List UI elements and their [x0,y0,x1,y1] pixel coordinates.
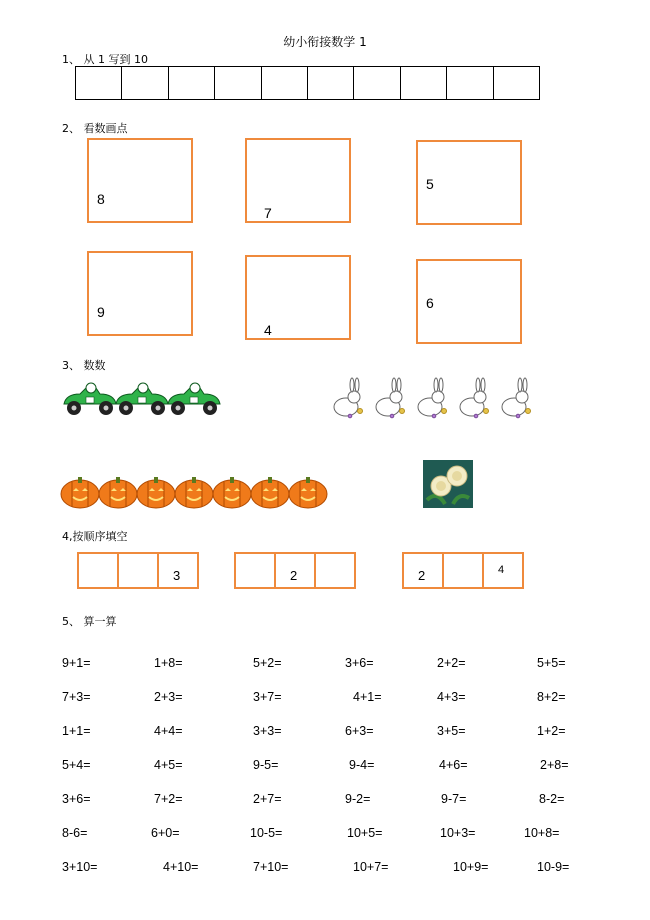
cars-group [62,382,222,420]
dot-box-number: 7 [264,205,272,221]
section-2-heading: 2、 看数画点 [62,122,128,135]
pumpkin-icon [60,474,332,510]
equation: 5+2= [253,656,282,670]
equation: 2+2= [437,656,466,670]
grid-cell[interactable] [76,67,122,99]
equation: 4+4= [154,724,183,738]
sequence-value: 3 [173,568,181,583]
equation: 1+2= [537,724,566,738]
equation: 2+8= [540,758,569,772]
equation: 1+1= [62,724,91,738]
equation: 10-5= [250,826,283,840]
equation: 9-2= [345,792,371,806]
dot-box-number: 8 [97,191,105,207]
dot-box[interactable] [245,255,351,340]
sequence-value: 2 [418,568,426,583]
equation: 10+8= [524,826,560,840]
equation: 9-5= [253,758,279,772]
dot-box-number: 4 [264,322,272,338]
equation: 4+5= [154,758,183,772]
sequence-cell[interactable] [159,554,197,587]
sequence-cell[interactable] [276,554,316,587]
sequence-group [234,552,356,589]
dot-box[interactable] [87,251,193,336]
equation: 4+1= [353,690,382,704]
rose-icon [423,460,473,508]
equation: 1+8= [154,656,183,670]
dot-box[interactable] [416,259,522,344]
page-title: 幼小衔接数学 1 [283,35,367,49]
equation: 2+7= [253,792,282,806]
race-car-icon [62,382,222,420]
dot-box-number: 6 [426,295,434,311]
sequence-cell[interactable] [79,554,119,587]
sequence-group [77,552,199,589]
equation: 5+5= [537,656,566,670]
dot-box[interactable] [87,138,193,223]
grid-cell[interactable] [354,67,400,99]
dot-box[interactable] [416,140,522,225]
dot-box-number: 9 [97,304,105,320]
equation: 3+6= [62,792,91,806]
sequence-cell[interactable] [484,554,522,587]
equation: 8+2= [537,690,566,704]
section-4-heading: 4,按顺序填空 [62,530,128,543]
equation: 10+9= [453,860,489,874]
sequence-cell[interactable] [316,554,354,587]
grid-cell[interactable] [215,67,261,99]
equation: 9+1= [62,656,91,670]
equation: 10+3= [440,826,476,840]
equation: 4+6= [439,758,468,772]
equation: 10-9= [537,860,570,874]
flowers-picture [423,460,473,512]
grid-cell[interactable] [494,67,539,99]
equation: 3+10= [62,860,98,874]
equation: 3+7= [253,690,282,704]
equation: 9-7= [441,792,467,806]
dot-box-number: 5 [426,176,434,192]
section-5-heading: 5、 算一算 [62,615,117,628]
equation: 2+3= [154,690,183,704]
sequence-value: 4 [498,564,505,576]
grid-cell[interactable] [308,67,354,99]
grid-cell[interactable] [447,67,493,99]
section-3-heading: 3、 数数 [62,359,106,372]
equation: 4+3= [437,690,466,704]
rabbit-icon [330,377,545,421]
sequence-value: 2 [290,568,298,583]
equation: 3+6= [345,656,374,670]
equation: 7+2= [154,792,183,806]
equation: 4+10= [163,860,199,874]
equation: 3+5= [437,724,466,738]
equation: 8-2= [539,792,565,806]
sequence-group [402,552,524,589]
equation: 10+5= [347,826,383,840]
equation: 8-6= [62,826,88,840]
dot-box[interactable] [245,138,351,223]
equation: 3+3= [253,724,282,738]
sequence-cell[interactable] [404,554,444,587]
sequence-cell[interactable] [119,554,159,587]
equation: 7+3= [62,690,91,704]
equation: 7+10= [253,860,289,874]
equation: 6+0= [151,826,180,840]
rabbits-group [330,377,545,425]
grid-cell[interactable] [401,67,447,99]
pumpkins-group [60,474,332,514]
sequence-cell[interactable] [236,554,276,587]
equation: 10+7= [353,860,389,874]
grid-cell[interactable] [122,67,168,99]
equation: 6+3= [345,724,374,738]
section-1-heading: 1、 从 1 写到 10 [62,53,148,66]
sequence-cell[interactable] [444,554,484,587]
equation: 5+4= [62,758,91,772]
grid-cell[interactable] [262,67,308,99]
grid-cell[interactable] [169,67,215,99]
write-1-to-10-grid [75,66,540,100]
equation: 9-4= [349,758,375,772]
